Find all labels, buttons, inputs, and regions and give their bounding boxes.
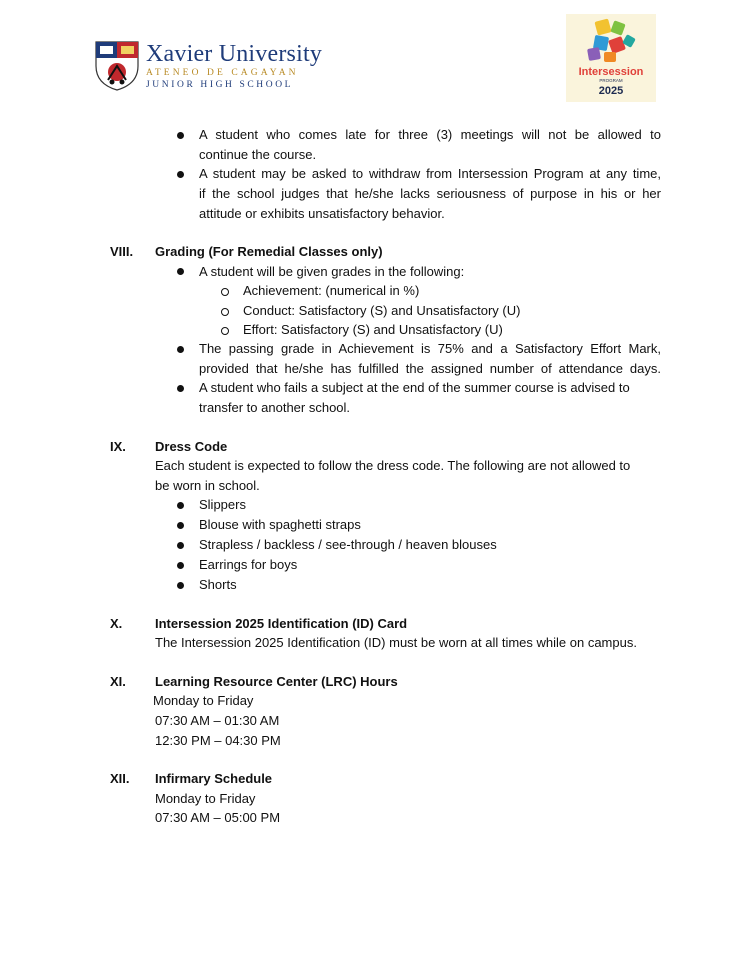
program-logo-year: 2025	[598, 85, 624, 97]
list-item: Shorts	[199, 577, 237, 592]
list-item: Strapless / backless / see-through / heaven blouses	[199, 537, 497, 552]
school-subtitle: JUNIOR HIGH SCHOOL	[146, 80, 294, 90]
section-number: XII.	[110, 771, 130, 786]
list-item-continuation: continue the course.	[199, 147, 317, 162]
schedule-days: Monday to Friday	[155, 791, 256, 806]
bullet-icon	[177, 268, 184, 275]
bullet-icon	[177, 542, 184, 549]
sub-list-item: Effort: Satisfactory (S) and Unsatisfactory (U)	[243, 322, 503, 337]
bullet-icon	[177, 132, 184, 139]
bullet-icon	[177, 502, 184, 509]
section-heading-infirmary: Infirmary Schedule	[155, 771, 273, 786]
schedule-time: 07:30 AM – 05:00 PM	[155, 810, 281, 825]
list-item: Slippers	[199, 497, 246, 512]
sub-bullet-icon	[221, 308, 229, 316]
section-heading-grading: Grading (For Remedial Classes only)	[155, 244, 383, 259]
university-shield-icon	[94, 40, 140, 92]
xavier-university-logo	[94, 40, 322, 92]
list-item-continuation: attitude or exhibits unsatisfactory behavior.	[199, 206, 445, 221]
section-number: XI.	[110, 674, 126, 689]
university-name: Xavier University	[146, 41, 323, 67]
university-subtitle: ATENEO DE CAGAYAN	[146, 68, 299, 78]
section-number: VIII.	[110, 244, 134, 259]
paragraph-continuation: be worn in school.	[155, 478, 260, 493]
bullet-icon	[177, 385, 184, 392]
section-heading-dress-code: Dress Code	[155, 439, 228, 454]
list-item: A student will be given grades in the following:	[199, 264, 465, 279]
paragraph: Each student is expected to follow the dress code. The following are not allowed to	[155, 458, 631, 473]
list-item: The passing grade in Achievement is 75% and a Satisfactory Effort Mark,	[199, 341, 661, 356]
schedule-time: 07:30 AM – 01:30 AM	[155, 713, 280, 728]
list-item: Blouse with spaghetti straps	[199, 517, 361, 532]
bullet-icon	[177, 346, 184, 353]
list-item-continuation: if the school judges that he/she lacks seriousness of purpose in his or her	[199, 186, 661, 201]
list-item-continuation: transfer to another school.	[199, 400, 351, 415]
section-heading-id-card: Intersession 2025 Identification (ID) Card	[155, 616, 408, 631]
schedule-days: Monday to Friday	[153, 693, 254, 708]
list-item: A student may be asked to withdraw from Intersession Program at any time,	[199, 166, 661, 181]
section-number: IX.	[110, 439, 126, 454]
schedule-time: 12:30 PM – 04:30 PM	[155, 733, 281, 748]
sub-list-item: Achievement: (numerical in %)	[243, 283, 420, 298]
sub-list-item: Conduct: Satisfactory (S) and Unsatisfactory (U)	[243, 303, 521, 318]
program-logo-small-text: PROGRAM	[599, 78, 623, 83]
intersession-logo-text: Intersession	[578, 66, 644, 78]
bullet-icon	[177, 562, 184, 569]
list-item-continuation: provided that he/she has fulfilled the assigned number of attendance days.	[199, 361, 661, 376]
list-item: A student who fails a subject at the end of the summer course is advised to	[199, 380, 630, 395]
bullet-icon	[177, 522, 184, 529]
intersession-program-logo	[566, 14, 656, 102]
section-number: X.	[110, 616, 123, 631]
paragraph: The Intersession 2025 Identification (ID) must be worn at all times while on campus.	[155, 635, 637, 650]
section-heading-lrc-hours: Learning Resource Center (LRC) Hours	[155, 674, 398, 689]
bullet-icon	[177, 171, 184, 178]
sub-bullet-icon	[221, 288, 229, 296]
list-item: Earrings for boys	[199, 557, 298, 572]
list-item: A student who comes late for three (3) meetings will not be allowed to	[199, 127, 661, 142]
sub-bullet-icon	[221, 327, 229, 335]
bullet-icon	[177, 582, 184, 589]
